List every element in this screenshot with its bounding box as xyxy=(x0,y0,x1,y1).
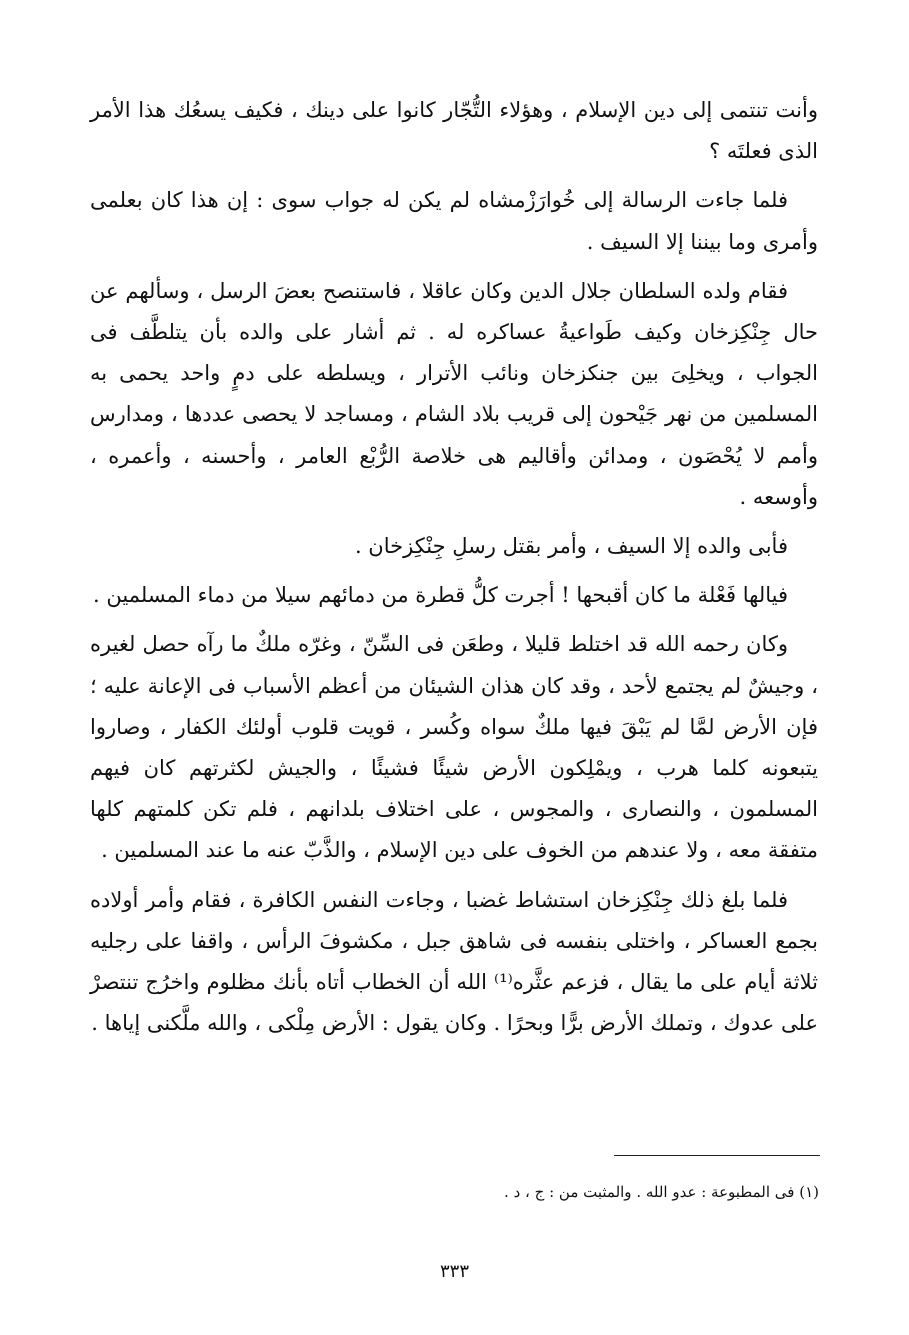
paragraph: فيالها فَعْلة ما كان أقبحها ! أجرت كلُّ قطرة من دمائهم سيلا من دماء المسلمين . xyxy=(93,583,788,608)
body-text xyxy=(90,90,818,1052)
footnote: (١) فى المطبوعة : عدو الله . والمثبت من : ج ، د . xyxy=(504,1183,819,1201)
paragraph: فأبى والده إلا السيف ، وأمر بقتل رسلِ جِنْكِزخان . xyxy=(354,534,788,559)
page-number: ٣٣٣ xyxy=(439,1261,469,1282)
paragraph: فلما جاءت الرسالة إلى خُوارَزْمشاه لم يكن له جواب سوى : إن هذا كان بعلمى وأمرى وما بيننا إلا السيف . xyxy=(90,188,818,254)
paragraph: فقام ولده السلطان جلال الدين وكان عاقلا ، فاستنصح بعضَ الرسل ، وسألهم عن حال جِنْكِزخان وكيف طَواعيةُ عساكره له . ثم أشار على والده بأن يتلطَّف فى الجواب ، ويخلِىَ بين جنكزخان ونائب الأترار ، ويسلطه على دمٍ واحد يحمى به المسلمين من نهر جَيْحون إلى قريب بلاد الشام ، ومساجد لا يحصى عددها ، ومدارس وأمم لا يُحْصَون ، ومدائن وأقاليم هى خلاصة الرُّبْع العامر ، وأحسنه ، وأعمره ، وأوسعه . xyxy=(90,278,818,509)
paragraph: وكان رحمه الله قد اختلط قليلا ، وطعَن فى السِّنّ ، وغرّه ملكٌ ما رآه حصل لغيره ، وجيشٌ لم يجتمع لأحد ، وقد كان هذان الشيئان من أعظم الأسباب فى الإعانة عليه ؛ فإن الأرض لمَّا لم يَبْقَ فيها ملكٌ سواه وكُسر ، قويت قلوب أولئك الكفار ، وصاروا يتبعونه كلما هرب ، ويمْلِكون الأرض شيئًا فشيئًا ، والجيش لكثرتهم كان فيهم المسلمون ، والنصارى ، والمجوس ، على اختلاف بلدانهم ، فلم تكن كلمتهم كلها متفقة معه ، ولا عندهم من الخوف على دين الإسلام ، والذَّبّ عنه ما عند المسلمين . xyxy=(90,632,818,863)
footnote-divider xyxy=(614,1155,820,1156)
paragraph: وأنت تنتمى إلى دين الإسلام ، وهؤلاء التُّجّار كانوا على دينك ، فكيف يسعُك هذا الأمر الذى فعلتَه ؟ xyxy=(90,98,818,164)
paragraph: فلما بلغ ذلك جِنْكِزخان استشاط غضبا ، وجاءت النفس الكافرة ، فقام وأمر أولاده بجمع العساكر ، واختلى بنفسه فى شاهق جبل ، مكشوفَ الرأس ، واقفا على رجليه ثلاثة أيام على ما يقال ، فزعم عثَّره⁽¹⁾ الله أن الخطاب أتاه بأنك مظلوم واخرُج تنتصرْ على عدوك ، وتملك الأرض برًّا وبحرًا . وكان يقول : الأرض مِلْكى ، والله ملَّكنى إياها . xyxy=(90,887,818,1036)
